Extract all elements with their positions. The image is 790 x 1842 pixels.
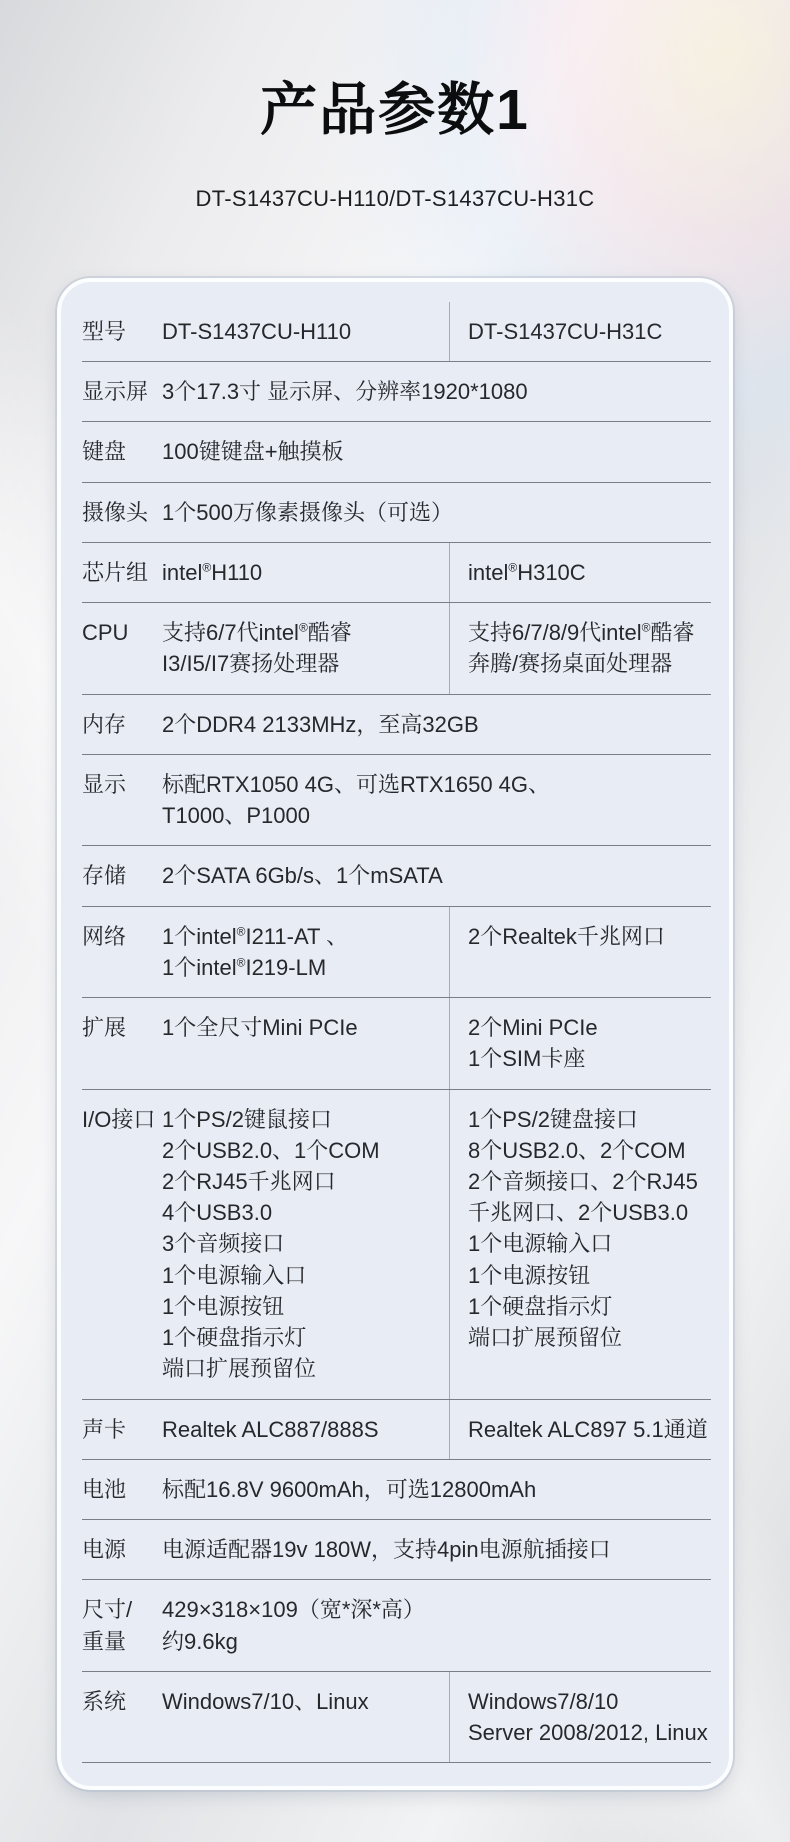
spec-value: 2个DDR4 2133MHz，至高32GB [162, 711, 479, 737]
spec-card [57, 278, 733, 1790]
spec-value-right: DT-S1437CU-H31C [468, 319, 663, 344]
spec-row [82, 302, 711, 362]
spec-row [82, 483, 711, 543]
spec-label: 型号 [82, 319, 127, 344]
registered-mark: ® [236, 924, 246, 939]
registered-mark: ® [236, 955, 246, 970]
spec-value: 2个SATA 6Gb/s、1个mSATA [162, 863, 443, 889]
spec-value: 429×318×109（宽*深*高） 约9.6kg [162, 1597, 425, 1654]
spec-row [82, 1672, 711, 1763]
spec-label: 尺寸/ 重量 [82, 1597, 133, 1654]
spec-value-right: intel®H310C [468, 559, 586, 585]
spec-value-left: Windows7/10、Linux [162, 1688, 369, 1714]
spec-value: 标配RTX1050 4G、可选RTX1650 4G、 T1000、P1000 [162, 771, 551, 829]
spec-value-right: Windows7/8/10 Server 2008/2012, Linux [468, 1688, 708, 1746]
spec-value-left: intel®H110 [162, 559, 263, 585]
spec-row [82, 1090, 711, 1400]
spec-value-left: 支持6/7代intel®酷睿 I3/I5/I7赛扬处理器 [162, 620, 352, 677]
spec-value: 标配16.8V 9600mAh，可选12800mAh [162, 1476, 537, 1502]
spec-value-left: DT-S1437CU-H110 [162, 319, 352, 344]
spec-label: 网络 [82, 923, 127, 949]
spec-label: 系统 [82, 1688, 127, 1714]
spec-row [82, 846, 711, 906]
spec-row [82, 907, 711, 998]
spec-label: 摄像头 [82, 499, 149, 525]
spec-row [82, 1400, 711, 1460]
registered-mark: ® [202, 560, 212, 575]
spec-label: 键盘 [82, 439, 127, 465]
registered-mark: ® [298, 620, 308, 635]
spec-row [82, 1580, 711, 1671]
spec-label: 存储 [82, 863, 127, 889]
spec-row [82, 695, 711, 755]
spec-label: 声卡 [82, 1416, 127, 1442]
spec-row [82, 362, 711, 422]
spec-value: 电源适配器19v 180W，支持4pin电源航插接口 [162, 1537, 611, 1563]
spec-label: 电源 [82, 1537, 127, 1563]
spec-label: 显示屏 [82, 379, 149, 405]
spec-value-left: 1个PS/2键鼠接口 2个USB2.0、1个COM 2个RJ45千兆网口 4个USB3.0 3个音频接口 1个电源输入口 1个电源按钮 1个硬盘指示灯 端口扩展预留位 [162, 1106, 380, 1382]
spec-value-left: 1个全尺寸Mini PCIe [162, 1015, 358, 1041]
spec-value-left: Realtek ALC887/888S [162, 1416, 379, 1442]
spec-row [82, 603, 711, 694]
spec-row [82, 422, 711, 482]
spec-row [82, 543, 711, 603]
spec-row [82, 1460, 711, 1520]
spec-label: I/O接口 [82, 1106, 156, 1132]
spec-value-right: 1个PS/2键盘接口 8个USB2.0、2个COM 2个音频接口、2个RJ45 千兆网口、2个USB3.0 1个电源输入口 1个电源按钮 1个硬盘指示灯 端口扩展预留位 [468, 1106, 698, 1351]
page-subtitle: DT-S1437CU-H110/DT-S1437CU-H31C [195, 186, 595, 211]
spec-value: 3个17.3寸 显示屏、分辨率1920*1080 [162, 379, 528, 405]
spec-label: 芯片组 [82, 559, 149, 585]
spec-value-right: Realtek ALC897 5.1通道 [468, 1416, 708, 1442]
spec-label: CPU [82, 620, 129, 646]
spec-table [61, 282, 729, 1763]
spec-value-right: 支持6/7/8/9代intel®酷睿 奔腾/赛扬桌面处理器 [468, 620, 695, 677]
spec-row [82, 998, 711, 1089]
registered-mark: ® [641, 620, 651, 635]
registered-mark: ® [508, 560, 518, 575]
spec-value-right: 2个Mini PCIe 1个SIM卡座 [468, 1015, 598, 1072]
page-title: 产品参数1 [260, 78, 530, 142]
spec-value: 1个500万像素摄像头（可选） [162, 499, 453, 525]
spec-label: 显示 [82, 771, 127, 797]
spec-value: 100键键盘+触摸板 [162, 439, 344, 465]
spec-row [82, 755, 711, 846]
spec-value-left: 1个intel®I211-AT 、 1个intel®I219-LM [162, 923, 349, 980]
spec-value-right: 2个Realtek千兆网口 [468, 923, 665, 949]
spec-label: 内存 [82, 711, 127, 737]
spec-label: 电池 [82, 1476, 127, 1502]
spec-row [82, 1520, 711, 1580]
spec-label: 扩展 [82, 1015, 127, 1041]
